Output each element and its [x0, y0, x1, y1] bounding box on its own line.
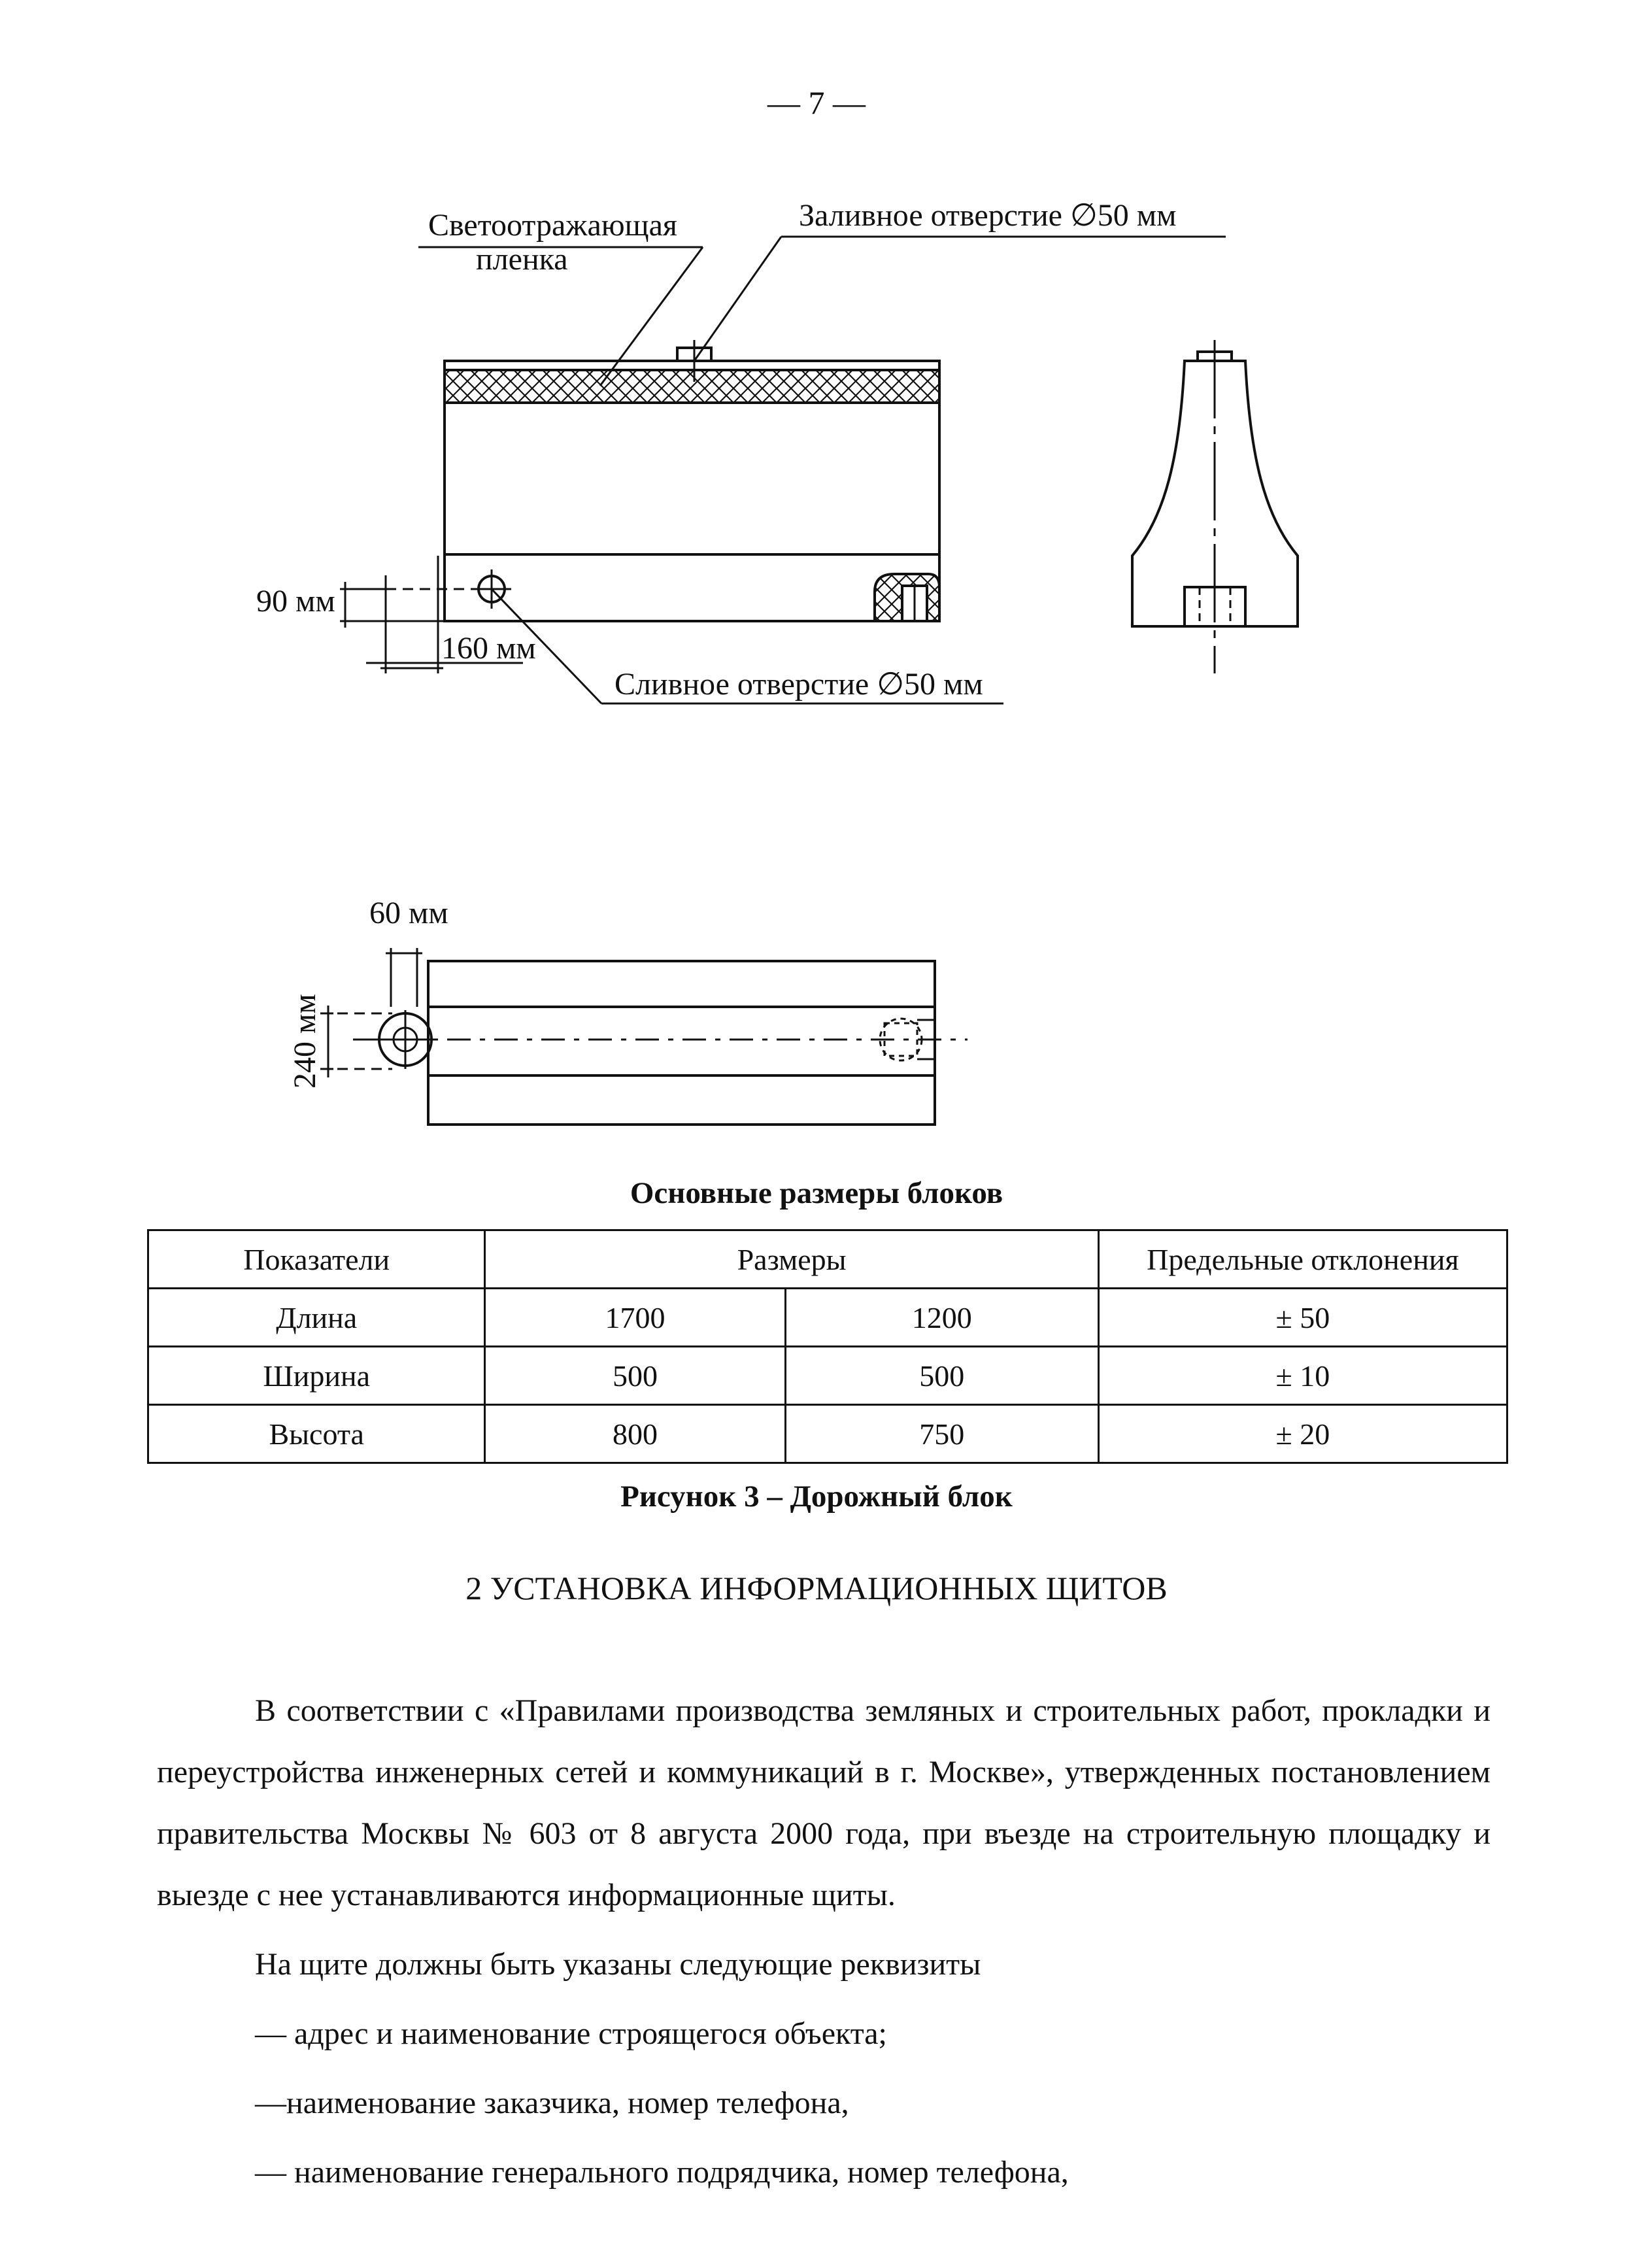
cell-indicator: Длина [148, 1289, 485, 1347]
dimension-60 [386, 948, 422, 1007]
cell-tolerance: ± 50 [1098, 1289, 1507, 1347]
cell-tolerance: ± 10 [1098, 1347, 1507, 1405]
dimension-240 [320, 1006, 392, 1077]
dim-60-label: 60 мм [369, 896, 448, 930]
cell-tolerance: ± 20 [1098, 1405, 1507, 1463]
fill-hole-label: Заливное отверстие ∅50 мм [799, 198, 1177, 233]
cell-size-b: 1200 [785, 1289, 1098, 1347]
dim-240-label: 240 мм [288, 994, 322, 1089]
cell-size-b: 750 [785, 1405, 1098, 1463]
cell-size-b: 500 [785, 1347, 1098, 1405]
table-caption: Основные размеры блоков [630, 1176, 1003, 1210]
section-heading: 2 УСТАНОВКА ИНФОРМАЦИОННЫХ ЩИТОВ [465, 1570, 1168, 1606]
reflective-film-strip [445, 370, 939, 403]
reflective-film-label-2: пленка [476, 242, 568, 277]
fill-hole-leader [694, 237, 1226, 361]
header-indicator: Показатели [148, 1230, 485, 1289]
dim-160-label: 160 мм [441, 631, 536, 666]
figure-caption: Рисунок 3 – Дорожный блок [620, 1480, 1013, 1514]
requisites-intro: На щите должны быть указаны следующие реквизиты [255, 1947, 981, 1982]
reflective-film-label-1: Светоотражающая [428, 208, 677, 243]
dim-90-label: 90 мм [256, 584, 335, 618]
block-plan-view [353, 961, 968, 1125]
cell-indicator: Ширина [148, 1347, 485, 1405]
body-paragraph: В соответствии с «Правилами производства земляных и строительных работ, прокладки и переустройства инженерных сетей и коммуникаций в г. Москве», утвержденных постановлением правительства Москвы № 603 от 8 августа 2000 года, при въезде на строительную площадку и выезде с нее устанавливаются информационные щиты. [157, 1693, 1490, 1912]
table-row [148, 1347, 1507, 1405]
table-row [148, 1289, 1507, 1347]
dimensions-table [147, 1229, 1508, 1464]
header-tolerance: Предельные отклонения [1098, 1230, 1507, 1289]
list-item: — адрес и наименование строящегося объекта; [255, 2016, 887, 2051]
section-body [157, 1680, 1490, 2203]
cell-size-a: 1700 [485, 1289, 785, 1347]
page-number: — 7 — [767, 84, 866, 121]
block-front-view [445, 340, 939, 621]
header-sizes: Размеры [485, 1230, 1098, 1289]
list-item: —наименование заказчика, номер телефона, [255, 2086, 849, 2120]
list-item: — наименование генерального подрядчика, номер телефона, [255, 2155, 1069, 2190]
cell-size-a: 500 [485, 1347, 785, 1405]
cell-size-a: 800 [485, 1405, 785, 1463]
cell-indicator: Высота [148, 1405, 485, 1463]
table-row [148, 1405, 1507, 1463]
table-header-row [148, 1230, 1507, 1289]
drain-hole-label: Сливное отверстие ∅50 мм [614, 667, 983, 702]
block-side-view [1132, 340, 1298, 673]
